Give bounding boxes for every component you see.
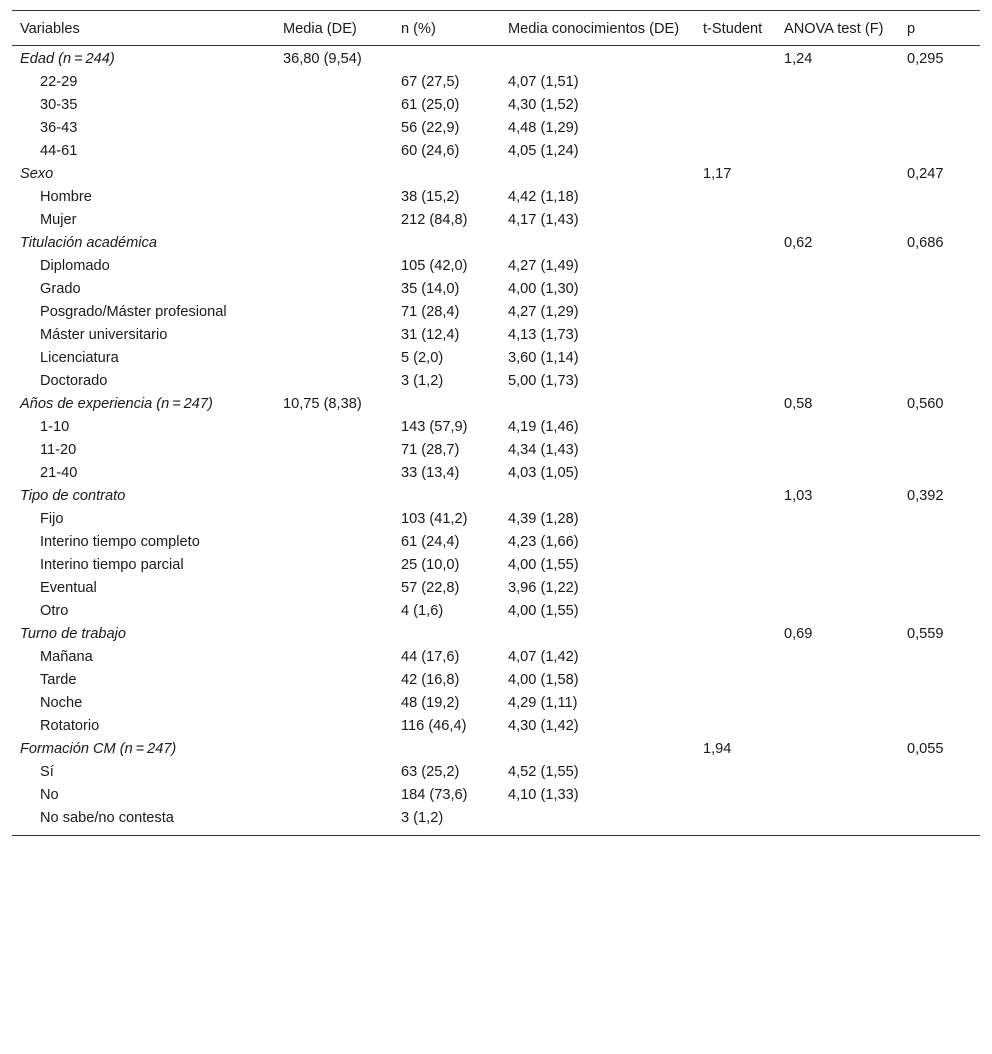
n-percent-cell: 61 (24,4) <box>401 534 460 550</box>
table-row <box>12 348 980 371</box>
conocimientos-cell: 4,42 (1,18) <box>508 189 579 205</box>
conocimientos-cell: 4,23 (1,66) <box>508 534 579 550</box>
anova-cell <box>776 141 899 164</box>
n-percent-cell <box>393 164 500 187</box>
table-row <box>12 141 980 164</box>
p-cell: 0,295 <box>907 51 944 67</box>
variable-cell: Años de experiencia (n = 247) <box>20 396 213 412</box>
conocimientos-cell: 4,29 (1,11) <box>508 695 578 711</box>
variable-cell: Posgrado/Máster profesional <box>40 304 227 320</box>
n-percent-cell <box>393 624 500 647</box>
conocimientos-cell: 4,13 (1,73) <box>508 327 579 343</box>
p-cell <box>899 348 980 371</box>
table-body <box>12 46 980 836</box>
variable-cell: Diplomado <box>40 258 110 274</box>
media-cell <box>275 95 393 118</box>
anova-cell <box>776 785 899 808</box>
n-percent-cell: 67 (27,5) <box>401 74 460 90</box>
p-cell: 0,560 <box>907 396 944 412</box>
anova-cell <box>776 578 899 601</box>
n-percent-cell: 143 (57,9) <box>401 419 468 435</box>
media-cell <box>275 716 393 739</box>
variable-cell: Formación CM (n = 247) <box>20 741 177 757</box>
table-row <box>12 785 980 808</box>
conocimientos-cell: 4,17 (1,43) <box>508 212 579 228</box>
media-cell <box>275 509 393 532</box>
table-group-row <box>12 46 980 73</box>
table-row <box>12 279 980 302</box>
variable-cell: Mujer <box>40 212 77 228</box>
p-cell <box>899 555 980 578</box>
table-row <box>12 118 980 141</box>
conocimientos-cell: 3,96 (1,22) <box>508 580 579 596</box>
table-group-row <box>12 739 980 762</box>
table-row <box>12 440 980 463</box>
anova-cell <box>776 348 899 371</box>
anova-cell <box>776 739 899 762</box>
conocimientos-cell <box>500 486 695 509</box>
variable-cell: 22-29 <box>40 74 78 90</box>
t-student-cell <box>695 785 776 808</box>
t-student-cell <box>695 532 776 555</box>
t-student-cell <box>695 72 776 95</box>
variable-cell: Noche <box>40 695 83 711</box>
n-percent-cell: 212 (84,8) <box>401 212 468 228</box>
conocimientos-cell: 4,05 (1,24) <box>508 143 579 159</box>
t-student-cell <box>695 187 776 210</box>
variable-cell: Sí <box>40 764 54 780</box>
conocimientos-cell: 4,30 (1,42) <box>508 718 579 734</box>
anova-cell <box>776 601 899 624</box>
media-cell <box>275 371 393 394</box>
n-percent-cell: 3 (1,2) <box>393 808 500 836</box>
table-row <box>12 417 980 440</box>
media-cell <box>275 555 393 578</box>
t-student-cell <box>695 46 776 73</box>
media-cell <box>275 762 393 785</box>
media-cell <box>275 670 393 693</box>
header-anova: ANOVA test (F) <box>776 11 899 46</box>
n-percent-cell <box>393 486 500 509</box>
media-cell <box>275 325 393 348</box>
variable-cell: Rotatorio <box>40 718 100 734</box>
conocimientos-cell: 4,00 (1,55) <box>508 603 579 619</box>
n-percent-cell: 57 (22,8) <box>401 580 460 596</box>
p-cell <box>899 670 980 693</box>
t-student-cell <box>695 601 776 624</box>
p-cell <box>899 187 980 210</box>
variable-cell: 11-20 <box>40 442 77 458</box>
table-row <box>12 670 980 693</box>
n-percent-cell: 60 (24,6) <box>401 143 460 159</box>
t-student-cell: 1,94 <box>703 741 732 757</box>
variable-cell: Interino tiempo parcial <box>40 557 184 573</box>
variable-cell: Tipo de contrato <box>20 488 126 504</box>
variable-cell: Edad (n = 244) <box>20 51 115 67</box>
header-p: p <box>899 11 980 46</box>
p-cell <box>899 72 980 95</box>
t-student-cell <box>695 647 776 670</box>
anova-cell <box>776 256 899 279</box>
n-percent-cell: 116 (46,4) <box>401 718 467 734</box>
media-cell <box>275 486 393 509</box>
t-student-cell <box>695 670 776 693</box>
p-cell <box>899 532 980 555</box>
p-cell <box>899 325 980 348</box>
media-cell <box>275 601 393 624</box>
p-cell <box>899 601 980 624</box>
n-percent-cell <box>393 233 500 256</box>
anova-cell <box>776 509 899 532</box>
table-row <box>12 325 980 348</box>
table-row <box>12 716 980 739</box>
t-student-cell <box>695 716 776 739</box>
variable-cell: 1-10 <box>40 419 70 435</box>
t-student-cell <box>695 279 776 302</box>
t-student-cell <box>695 210 776 233</box>
p-cell <box>899 279 980 302</box>
t-student-cell <box>695 624 776 647</box>
p-cell <box>899 762 980 785</box>
conocimientos-cell: 4,34 (1,43) <box>508 442 579 458</box>
media-cell <box>275 302 393 325</box>
anova-cell <box>776 302 899 325</box>
anova-cell <box>776 210 899 233</box>
n-percent-cell: 3 (1,2) <box>401 373 444 389</box>
conocimientos-cell: 4,27 (1,29) <box>508 304 579 320</box>
p-cell <box>899 785 980 808</box>
media-cell <box>275 532 393 555</box>
p-cell <box>899 141 980 164</box>
variable-cell: Mañana <box>40 649 93 665</box>
anova-cell <box>776 555 899 578</box>
variable-cell: Fijo <box>40 511 64 527</box>
variable-cell: 21-40 <box>40 465 78 481</box>
p-cell: 0,559 <box>907 626 944 642</box>
n-percent-cell: 61 (25,0) <box>401 97 460 113</box>
conocimientos-cell: 4,10 (1,33) <box>508 787 579 803</box>
t-student-cell <box>695 440 776 463</box>
t-student-cell <box>695 509 776 532</box>
table-row <box>12 210 980 233</box>
table-row <box>12 808 980 836</box>
table-row <box>12 647 980 670</box>
n-percent-cell: 103 (41,2) <box>401 511 468 527</box>
conocimientos-cell: 4,30 (1,52) <box>508 97 579 113</box>
p-cell <box>899 647 980 670</box>
media-cell: 10,75 (8,38) <box>283 396 362 412</box>
table-group-row <box>12 233 980 256</box>
t-student-cell <box>695 118 776 141</box>
anova-cell <box>776 417 899 440</box>
n-percent-cell: 42 (16,8) <box>401 672 460 688</box>
p-cell <box>899 256 980 279</box>
t-student-cell <box>695 141 776 164</box>
variable-cell: Máster universitario <box>40 327 168 343</box>
header-t-student: t-Student <box>695 11 776 46</box>
t-student-cell <box>695 578 776 601</box>
t-student-cell <box>695 417 776 440</box>
p-cell <box>899 118 980 141</box>
variable-cell: 30-35 <box>40 97 78 113</box>
p-cell: 0,247 <box>907 166 944 182</box>
n-percent-cell: 38 (15,2) <box>401 189 460 205</box>
p-cell: 0,055 <box>907 741 944 757</box>
p-cell <box>899 95 980 118</box>
anova-cell <box>776 371 899 394</box>
media-cell <box>275 647 393 670</box>
anova-cell <box>776 325 899 348</box>
n-percent-cell: 4 (1,6) <box>401 603 444 619</box>
p-cell <box>899 693 980 716</box>
p-cell <box>899 417 980 440</box>
media-cell <box>275 233 393 256</box>
conocimientos-cell <box>500 624 695 647</box>
conocimientos-cell: 4,07 (1,42) <box>508 649 579 665</box>
conocimientos-cell: 4,00 (1,58) <box>508 672 579 688</box>
t-student-cell <box>695 302 776 325</box>
anova-cell <box>776 187 899 210</box>
table-row <box>12 463 980 486</box>
data-table <box>12 10 980 836</box>
anova-cell <box>776 164 899 187</box>
table-container <box>12 10 980 836</box>
media-cell <box>275 463 393 486</box>
media-cell <box>275 279 393 302</box>
media-cell <box>275 624 393 647</box>
table-group-row <box>12 394 980 417</box>
variable-cell: Hombre <box>40 189 92 205</box>
conocimientos-cell <box>500 394 695 417</box>
conocimientos-cell: 4,00 (1,55) <box>508 557 579 573</box>
media-cell <box>275 417 393 440</box>
p-cell <box>899 463 980 486</box>
conocimientos-cell: 4,00 (1,30) <box>508 281 579 297</box>
n-percent-cell: 33 (13,4) <box>401 465 460 481</box>
variable-cell: No sabe/no contesta <box>12 808 275 836</box>
variable-cell: Turno de trabajo <box>20 626 127 642</box>
media-cell <box>275 141 393 164</box>
media-cell <box>275 440 393 463</box>
n-percent-cell: 44 (17,6) <box>401 649 460 665</box>
conocimientos-cell <box>500 164 695 187</box>
p-cell <box>899 578 980 601</box>
p-cell: 0,686 <box>907 235 944 251</box>
table-row <box>12 532 980 555</box>
anova-cell: 1,03 <box>784 488 813 504</box>
n-percent-cell: 35 (14,0) <box>401 281 460 297</box>
p-cell <box>899 302 980 325</box>
anova-cell <box>776 716 899 739</box>
variable-cell: Tarde <box>40 672 77 688</box>
table-row <box>12 601 980 624</box>
media-cell <box>275 210 393 233</box>
t-student-cell: 1,17 <box>703 166 732 182</box>
t-student-cell <box>695 95 776 118</box>
variable-cell: Interino tiempo completo <box>40 534 200 550</box>
table-row <box>12 555 980 578</box>
t-student-cell <box>695 486 776 509</box>
anova-cell <box>776 532 899 555</box>
n-percent-cell <box>393 394 500 417</box>
table-header <box>12 11 980 46</box>
p-cell <box>899 440 980 463</box>
p-cell: 0,392 <box>907 488 944 504</box>
conocimientos-cell: 4,39 (1,28) <box>508 511 579 527</box>
anova-cell <box>776 762 899 785</box>
n-percent-cell: 71 (28,7) <box>401 442 460 458</box>
anova-cell: 1,24 <box>784 51 813 67</box>
variable-cell: Licenciatura <box>40 350 119 366</box>
media-cell <box>275 164 393 187</box>
header-media: Media (DE) <box>275 11 393 46</box>
media-cell <box>275 785 393 808</box>
p-cell <box>899 716 980 739</box>
conocimientos-cell <box>500 739 695 762</box>
media-cell <box>275 578 393 601</box>
variable-cell: 44-61 <box>40 143 78 159</box>
media-cell <box>275 72 393 95</box>
header-media-conocimientos: Media conocimientos (DE) <box>500 11 695 46</box>
header-variables: Variables <box>12 11 275 46</box>
conocimientos-cell: 4,03 (1,05) <box>508 465 579 481</box>
table-group-row <box>12 624 980 647</box>
conocimientos-cell: 4,07 (1,51) <box>508 74 579 90</box>
table-row <box>12 95 980 118</box>
n-percent-cell: 5 (2,0) <box>401 350 444 366</box>
media-cell <box>275 693 393 716</box>
conocimientos-cell: 3,60 (1,14) <box>508 350 579 366</box>
header-n-percent: n (%) <box>393 11 500 46</box>
n-percent-cell: 105 (42,0) <box>401 258 468 274</box>
t-student-cell <box>695 325 776 348</box>
table-row <box>12 302 980 325</box>
n-percent-cell: 25 (10,0) <box>401 557 460 573</box>
table-row <box>12 187 980 210</box>
variable-cell: Titulación académica <box>20 235 157 251</box>
anova-cell: 0,62 <box>784 235 813 251</box>
t-student-cell <box>695 348 776 371</box>
media-cell <box>275 348 393 371</box>
media-cell <box>275 118 393 141</box>
anova-cell: 0,58 <box>784 396 813 412</box>
conocimientos-cell: 5,00 (1,73) <box>508 373 579 389</box>
conocimientos-cell <box>500 46 695 73</box>
n-percent-cell: 31 (12,4) <box>401 327 460 343</box>
anova-cell <box>776 670 899 693</box>
anova-cell <box>776 440 899 463</box>
table-row <box>12 762 980 785</box>
t-student-cell <box>695 256 776 279</box>
table-row <box>12 371 980 394</box>
variable-cell: Otro <box>40 603 69 619</box>
table-group-row <box>12 486 980 509</box>
p-cell <box>899 371 980 394</box>
variable-cell: 36-43 <box>40 120 78 136</box>
anova-cell <box>776 808 899 836</box>
n-percent-cell: 56 (22,9) <box>401 120 460 136</box>
anova-cell: 0,69 <box>784 626 813 642</box>
anova-cell <box>776 95 899 118</box>
anova-cell <box>776 279 899 302</box>
conocimientos-cell: 4,52 (1,55) <box>508 764 579 780</box>
n-percent-cell: 71 (28,4) <box>401 304 460 320</box>
anova-cell <box>776 693 899 716</box>
variable-cell: Sexo <box>20 166 54 182</box>
t-student-cell <box>695 808 776 836</box>
media-cell <box>275 187 393 210</box>
table-row <box>12 72 980 95</box>
table-row <box>12 509 980 532</box>
n-percent-cell: 63 (25,2) <box>401 764 460 780</box>
t-student-cell <box>695 394 776 417</box>
anova-cell <box>776 647 899 670</box>
n-percent-cell <box>393 739 500 762</box>
media-cell <box>275 739 393 762</box>
conocimientos-cell <box>500 808 695 836</box>
t-student-cell <box>695 693 776 716</box>
variable-cell: Grado <box>40 281 81 297</box>
media-cell <box>275 808 393 836</box>
conocimientos-cell <box>500 233 695 256</box>
conocimientos-cell: 4,27 (1,49) <box>508 258 579 274</box>
t-student-cell <box>695 762 776 785</box>
n-percent-cell: 48 (19,2) <box>401 695 460 711</box>
anova-cell <box>776 118 899 141</box>
t-student-cell <box>695 233 776 256</box>
t-student-cell <box>695 371 776 394</box>
conocimientos-cell: 4,19 (1,46) <box>508 419 579 435</box>
table-row <box>12 256 980 279</box>
media-cell <box>275 256 393 279</box>
variable-cell: Doctorado <box>40 373 108 389</box>
p-cell <box>899 808 980 836</box>
t-student-cell <box>695 463 776 486</box>
table-row <box>12 693 980 716</box>
variable-cell: Eventual <box>40 580 97 596</box>
p-cell <box>899 509 980 532</box>
header-row <box>12 11 980 46</box>
p-cell <box>899 210 980 233</box>
media-cell: 36,80 (9,54) <box>283 51 362 67</box>
anova-cell <box>776 463 899 486</box>
table-row <box>12 578 980 601</box>
conocimientos-cell: 4,48 (1,29) <box>508 120 579 136</box>
variable-cell: No <box>40 787 59 803</box>
anova-cell <box>776 72 899 95</box>
table-group-row <box>12 164 980 187</box>
n-percent-cell <box>393 46 500 73</box>
n-percent-cell: 184 (73,6) <box>401 787 468 803</box>
t-student-cell <box>695 555 776 578</box>
